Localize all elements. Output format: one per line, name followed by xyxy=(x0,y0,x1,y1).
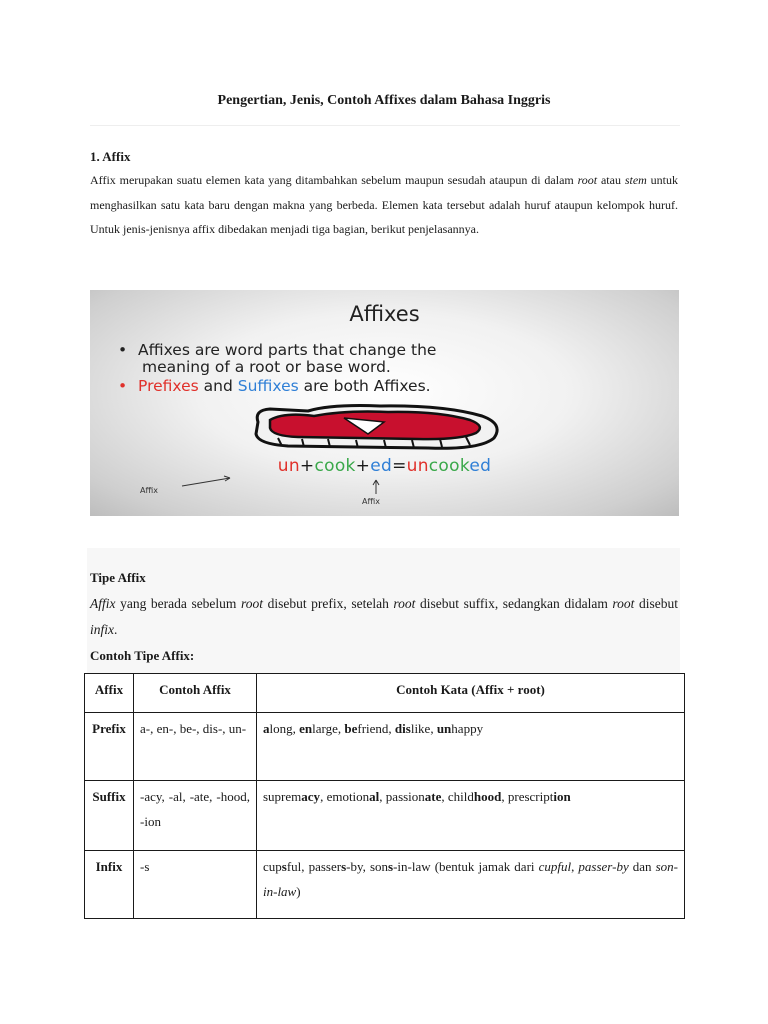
section-heading-contoh-tipe: Contoh Tipe Affix: xyxy=(90,648,195,663)
equation-result-cook: cook xyxy=(428,456,470,476)
table-header-contoh-affix: Contoh Affix xyxy=(134,674,257,713)
table-cell-kata: supremacy, emotional, passionate, childhood, prescription xyxy=(257,781,685,851)
pointer-arrows xyxy=(90,290,679,516)
equation-equals: = xyxy=(392,456,407,476)
figure-suffixes-word: Suffixes xyxy=(237,377,299,395)
page-title: Pengertian, Jenis, Contoh Affixes dalam Bahasa Inggris xyxy=(217,93,551,108)
table-cell-contoh: -acy, -al, -ate, -hood, -ion xyxy=(134,781,257,851)
table-cell-contoh: a-, en-, be-, dis-, un- xyxy=(134,713,257,781)
tipe-affix-paragraph: Affix yang berada sebelum root disebut prefix, setelah root disebut suffix, sedangkan didalam root disebut infix. xyxy=(90,596,679,637)
table-header-contoh-kata: Contoh Kata (Affix + root) xyxy=(257,674,685,713)
equation-ed: ed xyxy=(370,456,393,476)
table-cell-contoh: -s xyxy=(134,851,257,919)
equation-result-un: un xyxy=(406,456,429,476)
equation-un: un xyxy=(277,456,300,476)
equation-result-ed: ed xyxy=(469,456,492,476)
section-heading-tipe-affix: Tipe Affix xyxy=(90,570,146,585)
bullet-dot-icon: • xyxy=(118,377,128,395)
figure-bullet-1-line-2: meaning of a root or base word. xyxy=(142,358,391,376)
title-divider xyxy=(90,125,680,126)
equation-plus-2: + xyxy=(355,456,371,476)
equation-plus-1: + xyxy=(299,456,315,476)
table-row xyxy=(85,851,685,919)
table-cell-affix: Prefix xyxy=(85,713,134,781)
table-cell-affix: Suffix xyxy=(85,781,134,851)
figure-and-word: and xyxy=(198,377,238,395)
figure-label-affix-left: Affix xyxy=(140,486,158,495)
table-row xyxy=(85,713,685,781)
table-cell-kata: cupsful, passers-by, sons-in-law (bentuk jamak dari cupful, passer-by dan son-in-law) xyxy=(257,851,685,919)
table-header-affix: Affix xyxy=(85,674,134,713)
table-header-row xyxy=(85,674,685,713)
table-cell-kata: along, enlarge, befriend, dislike, unhappy xyxy=(257,713,685,781)
section-heading-affix: 1. Affix xyxy=(90,149,131,164)
table-row xyxy=(85,781,685,851)
affixes-illustration xyxy=(90,290,679,516)
equation-cook: cook xyxy=(314,456,356,476)
bullet-dot-icon: • xyxy=(118,341,128,359)
figure-bullet-1-line-1: Affixes are word parts that change the xyxy=(138,341,437,359)
figure-prefixes-word: Prefixes xyxy=(138,377,199,395)
figure-bullet-2-rest: are both Affixes. xyxy=(298,377,431,395)
figure-title: Affixes xyxy=(349,302,420,326)
affix-definition-paragraph: Affix merupakan suatu elemen kata yang ditambahkan sebelum maupun sesudah ataupun di dalam root atau stem untuk menghasilkan satu kata baru dengan makna yang berbeda. Elemen kata tersebut adalah huruf ataupun kelompok huruf. Untuk jenis-jenisnya affix dibedakan menjadi tiga bagian, berikut penjelasannya. xyxy=(90,173,678,236)
table-cell-affix: Infix xyxy=(85,851,134,919)
affix-examples-table xyxy=(84,673,685,919)
figure-label-affix-bottom: Affix xyxy=(362,497,380,506)
